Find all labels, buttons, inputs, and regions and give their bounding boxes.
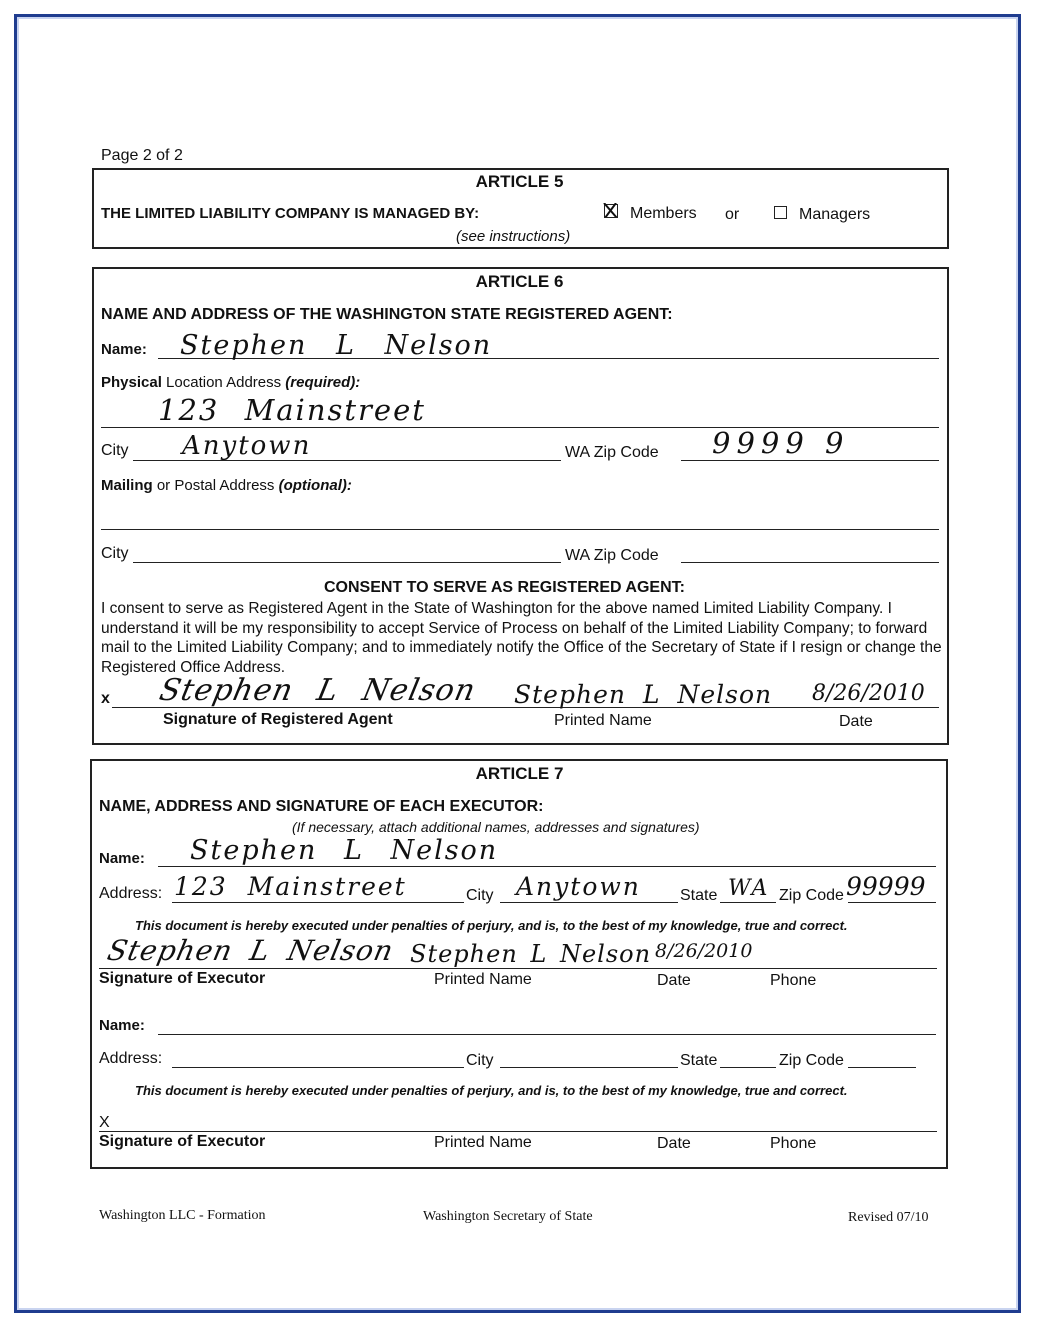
executor1-name-field[interactable]: Stephen L Nelson [190, 835, 499, 866]
city-field[interactable]: Anytown [182, 431, 312, 461]
wa-zip-label: WA Zip Code [565, 444, 659, 461]
footer-center: Washington Secretary of State [423, 1209, 593, 1224]
executor1-printed-name-field[interactable]: Stephen L Nelson [410, 940, 652, 968]
executor1-city-label: City [466, 887, 494, 904]
agent-signature-field[interactable]: Stephen L Nelson [156, 673, 480, 708]
agent-signature-label: Signature of Registered Agent [163, 711, 393, 728]
executor1-state-line [720, 902, 776, 903]
executor-subheading: (If necessary, attach additional names, addresses and signatures) [292, 819, 700, 835]
executor1-address-label: Address: [99, 885, 163, 902]
article6-title: ARTICLE 6 [475, 272, 564, 291]
executor2-city-label: City [466, 1052, 494, 1069]
executor2-zip-label: Zip Code [779, 1052, 844, 1069]
executor-heading: NAME, ADDRESS AND SIGNATURE OF EACH EXECUTOR: [99, 798, 544, 815]
executor1-zip-line [848, 902, 936, 903]
agent-date-label: Date [839, 713, 873, 730]
executor2-zip-line[interactable] [848, 1067, 916, 1068]
executor2-state-label: State [680, 1052, 718, 1069]
executor2-name-line[interactable] [158, 1034, 936, 1035]
see-instructions: (see instructions) [456, 228, 571, 245]
mailing-city-label: City [101, 545, 129, 562]
executor1-state-field[interactable]: WA [728, 876, 770, 901]
executor1-signature-line [99, 968, 937, 969]
zip-field[interactable]: 9999 9 [712, 426, 850, 460]
mailing-address-label: Mailing or Postal Address (optional): [101, 477, 352, 494]
executor1-perjury: This document is hereby executed under penalties of perjury, and is, to the best of my knowledge, true and correct. [135, 918, 848, 933]
executor1-zip-field[interactable]: 99999 [846, 872, 926, 901]
agent-name-label: Name: [101, 341, 147, 358]
mailing-city-line[interactable] [133, 562, 561, 563]
executor2-x-mark: X [99, 1114, 110, 1131]
executor1-signature-label: Signature of Executor [99, 970, 266, 987]
agent-x-mark: x [101, 690, 110, 707]
members-label: Members [630, 205, 697, 222]
executor2-phone-label: Phone [770, 1135, 817, 1152]
footer-left: Washington LLC - Formation [99, 1208, 266, 1223]
executor2-signature-line[interactable] [99, 1131, 937, 1132]
mailing-address-line[interactable] [101, 529, 939, 530]
executor2-perjury: This document is hereby executed under penalties of perjury, and is, to the best of my knowledge, true and correct. [135, 1083, 848, 1098]
page-label: Page 2 of 2 [101, 147, 183, 164]
article5-title: ARTICLE 5 [475, 172, 564, 191]
executor1-state-label: State [680, 887, 718, 904]
check-x-icon [603, 203, 617, 217]
agent-printed-name-field[interactable]: Stephen L Nelson [514, 680, 773, 709]
executor1-city-field[interactable]: Anytown [516, 872, 641, 901]
agent-printed-name-label: Printed Name [554, 712, 652, 729]
executor2-city-line[interactable] [500, 1067, 678, 1068]
executor2-state-line[interactable] [720, 1067, 776, 1068]
executor1-name-label: Name: [99, 850, 145, 867]
registered-agent-heading: NAME AND ADDRESS OF THE WASHINGTON STATE REGISTERED AGENT: [101, 306, 673, 323]
executor1-phone-label: Phone [770, 972, 817, 989]
executor1-zip-label: Zip Code [779, 887, 844, 904]
city-label: City [101, 442, 129, 459]
executor1-signature-field[interactable]: Stephen L Nelson [104, 934, 397, 967]
mailing-wa-zip-label: WA Zip Code [565, 547, 659, 564]
executor1-name-line [158, 866, 936, 867]
consent-heading: CONSENT TO SERVE AS REGISTERED AGENT: [324, 579, 685, 596]
executor2-printed-name-label: Printed Name [434, 1134, 532, 1151]
or-label: or [725, 206, 740, 223]
managers-label: Managers [799, 206, 871, 223]
physical-address-field[interactable]: 123 Mainstreet [158, 393, 426, 427]
agent-date-field[interactable]: 8/26/2010 [812, 681, 925, 706]
executor2-address-line[interactable] [172, 1067, 464, 1068]
executor1-address-field[interactable]: 123 Mainstreet [174, 872, 407, 901]
executor1-date-field[interactable]: 8/26/2010 [655, 940, 753, 962]
executor2-date-label: Date [657, 1135, 691, 1152]
executor2-signature-label: Signature of Executor [99, 1133, 266, 1150]
executor1-printed-name-label: Printed Name [434, 971, 532, 988]
managed-by-label: THE LIMITED LIABILITY COMPANY IS MANAGED BY: [101, 205, 480, 222]
members-checkbox[interactable] [604, 204, 618, 218]
executor1-city-line [500, 902, 678, 903]
zip-line [681, 460, 939, 461]
physical-address-label: Physical Location Address (required): [101, 374, 361, 391]
agent-name-field[interactable]: Stephen L Nelson [180, 330, 493, 361]
mailing-zip-line[interactable] [681, 562, 939, 563]
executor1-address-line [172, 902, 464, 903]
managers-checkbox[interactable] [774, 206, 787, 219]
article7-title: ARTICLE 7 [475, 764, 564, 783]
executor2-address-label: Address: [99, 1050, 163, 1067]
executor1-date-label: Date [657, 972, 691, 989]
executor2-name-label: Name: [99, 1017, 145, 1034]
footer-right: Revised 07/10 [848, 1210, 929, 1225]
consent-text: I consent to serve as Registered Agent in the State of Washington for the above named Limited Liability Company. I understand it will be my responsibility to accept Service of Process on behalf of the Limited Liability Company; to forward mail to the Limited Liability Company; and to immediately notify the Office of the Secretary of State if I resign or change the Registered Office Address. [101, 600, 942, 676]
